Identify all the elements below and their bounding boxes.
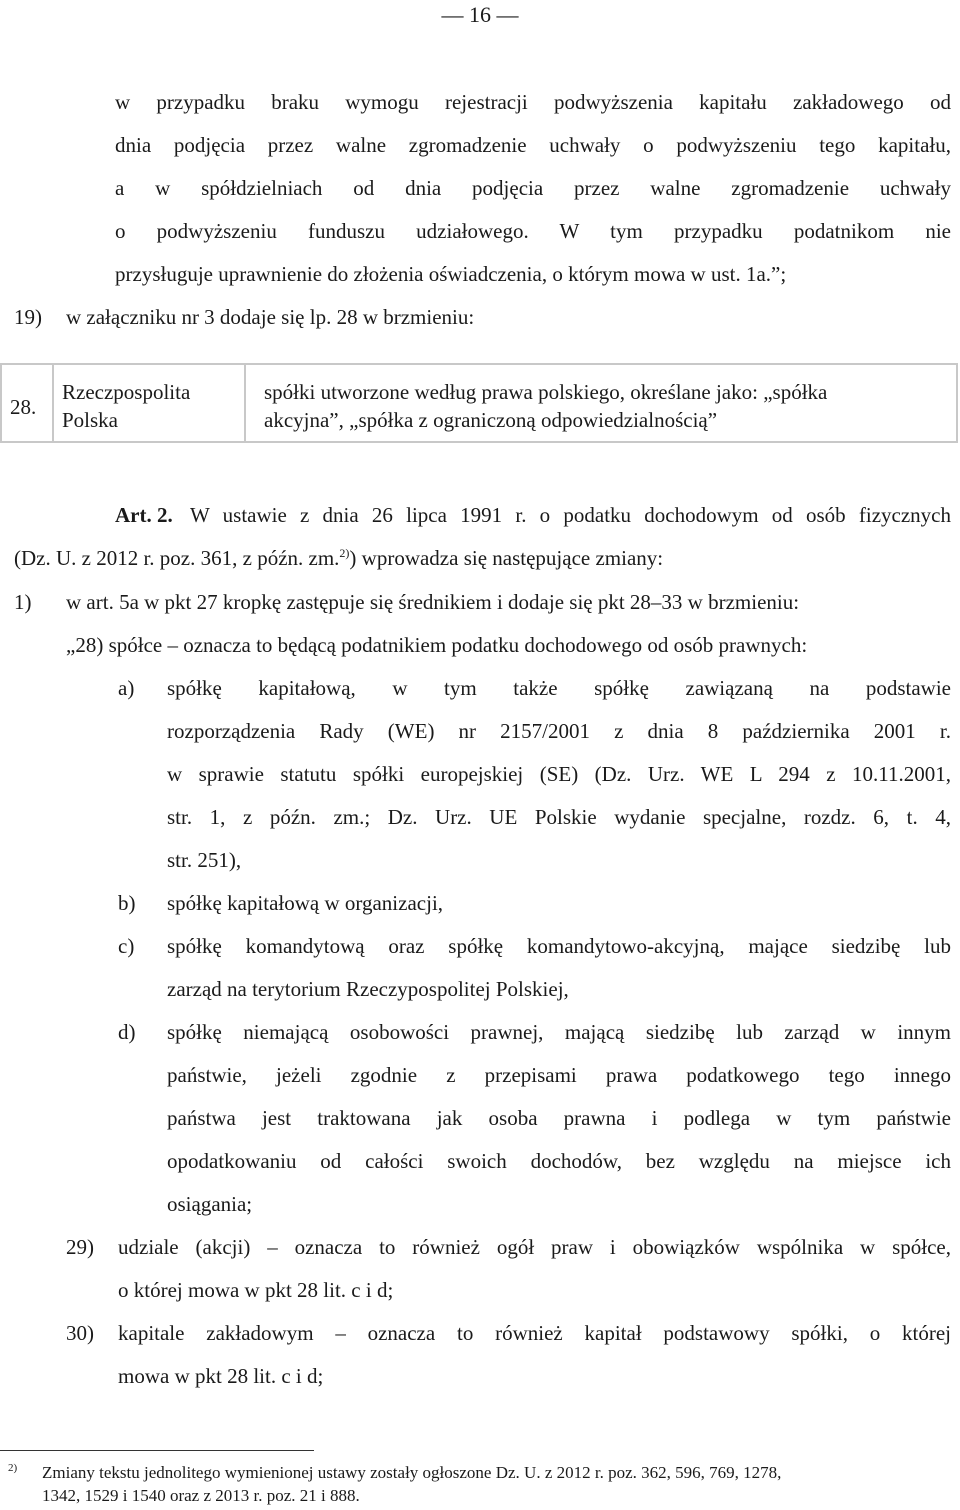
article-2-line-2-text: (Dz. U. z 2012 r. poz. 361, z późn. zm. (14, 546, 340, 570)
annex-desc-line-1: spółki utworzone według prawa polskiego, określane jako: „spółka (264, 380, 828, 404)
item-c-line-2: zarząd na terytorium Rzeczypospolitej Polskiej, (167, 977, 569, 1001)
definition-30-number: 30) (66, 1321, 94, 1345)
footnote-ref-2[interactable]: 2) (339, 546, 350, 560)
definition-29-line-1: udziale (akcji) – oznacza to również ogół praw i obowiązków wspólnika w spółce, (118, 1235, 951, 1259)
item-d-line-4: opodatkowaniu od całości swoich dochodów, bez względu na miejsce ich (167, 1149, 951, 1173)
item-a-line-2: rozporządzenia Rady (WE) nr 2157/2001 z dnia 8 października 2001 r. (167, 719, 951, 743)
annex-desc-line-2: akcyjna”, „spółka z ograniczoną odpowiedzialnością” (264, 408, 718, 432)
annex-description-cell (245, 364, 957, 442)
annex-country-cell (53, 364, 245, 442)
item-c-line-1: spółkę komandytową oraz spółkę komandytowo-akcyjną, mające siedzibę lub (167, 934, 951, 958)
item-a-label: a) (118, 676, 135, 700)
annex-country-line-1: Rzeczpospolita (62, 380, 191, 404)
item-a-line-4: str. 1, z późn. zm.; Dz. Urz. UE Polskie wydanie specjalne, rozdz. 6, t. 4, (167, 805, 951, 829)
intro-line-4: o podwyższeniu funduszu udziałowego. W tym przypadku podatnikom nie (115, 219, 951, 243)
item-d-line-5: osiągania; (167, 1192, 253, 1216)
item-d-line-3: państwa jest traktowana jak osoba prawna i podlega w tym państwie (167, 1106, 951, 1130)
definition-30-line-2: mowa w pkt 28 lit. c i d; (118, 1364, 324, 1388)
intro-line-3: a w spółdzielniach od dnia podjęcia przez walne zgromadzenie uchwały (115, 176, 951, 200)
annex-table (0, 363, 958, 443)
point-19-text: w załączniku nr 3 dodaje się lp. 28 w brzmieniu: (66, 305, 475, 329)
footnote-separator (0, 1450, 314, 1451)
item-d-line-1: spółkę niemającą osobowości prawnej, mającą siedzibę lub zarząd w innym (167, 1020, 951, 1044)
definition-30-line-1: kapitale zakładowym – oznacza to również kapitał podstawowy spółki, o której (118, 1321, 951, 1345)
footnote-line-1: Zmiany tekstu jednolitego wymienionej ustawy zostały ogłoszone Dz. U. z 2012 r. poz. 362, 596, 769, 1278, (42, 1463, 782, 1482)
article-2-heading (115, 501, 173, 529)
item-a-line-5: str. 251), (167, 848, 242, 872)
article-2-line-1: W ustawie z dnia 26 lipca 1991 r. o podatku dochodowym od osób fizycznych (190, 503, 951, 527)
item-d-label: d) (118, 1020, 136, 1044)
definition-28-intro: „28) spółce – oznacza to będącą podatnikiem podatku dochodowego od osób prawnych: (66, 633, 808, 657)
item-d-line-2: państwie, jeżeli zgodnie z przepisami prawa podatkowego tego innego (167, 1063, 951, 1087)
footnote-line-2: 1342, 1529 i 1540 oraz z 2013 r. poz. 21 i 888. (42, 1486, 360, 1505)
definition-29-number: 29) (66, 1235, 94, 1259)
definition-29-line-2: o której mowa w pkt 28 lit. c i d; (118, 1278, 394, 1302)
item-a-line-1: spółkę kapitałową, w tym także spółkę zawiązaną na podstawie (167, 676, 951, 700)
intro-line-2: dnia podjęcia przez walne zgromadzenie uchwały o podwyższeniu tego kapitału, (115, 133, 951, 157)
annex-lp: 28. (10, 395, 37, 419)
point-19-number: 19) (14, 305, 42, 329)
article-2-line-2-rest: ) wprowadza się następujące zmiany: (349, 546, 664, 570)
point-1-number: 1) (14, 590, 32, 614)
item-c-label: c) (118, 934, 135, 958)
item-b-label: b) (118, 891, 136, 915)
item-a-line-3: w sprawie statutu spółki europejskiej (SE) (Dz. Urz. WE L 294 z 10.11.2001, (167, 762, 951, 786)
page-number: — 16 — (441, 2, 519, 27)
intro-line-5: przysługuje uprawnienie do złożenia oświadczenia, o którym mowa w ust. 1a.”; (115, 262, 787, 286)
annex-lp-cell (1, 364, 53, 442)
intro-line-1: w przypadku braku wymogu rejestracji podwyższenia kapitału zakładowego od (115, 90, 951, 114)
annex-table-row (1, 364, 957, 442)
point-1-text: w art. 5a w pkt 27 kropkę zastępuje się średnikiem i dodaje się pkt 28–33 w brzmieniu: (66, 590, 800, 614)
footnote-mark: 2) (8, 1462, 18, 1474)
item-b-line-1: spółkę kapitałową w organizacji, (167, 891, 444, 915)
article-2-label: Art. 2. (115, 503, 173, 527)
article-2-line-2 (14, 544, 663, 572)
annex-country-line-2: Polska (62, 408, 119, 432)
